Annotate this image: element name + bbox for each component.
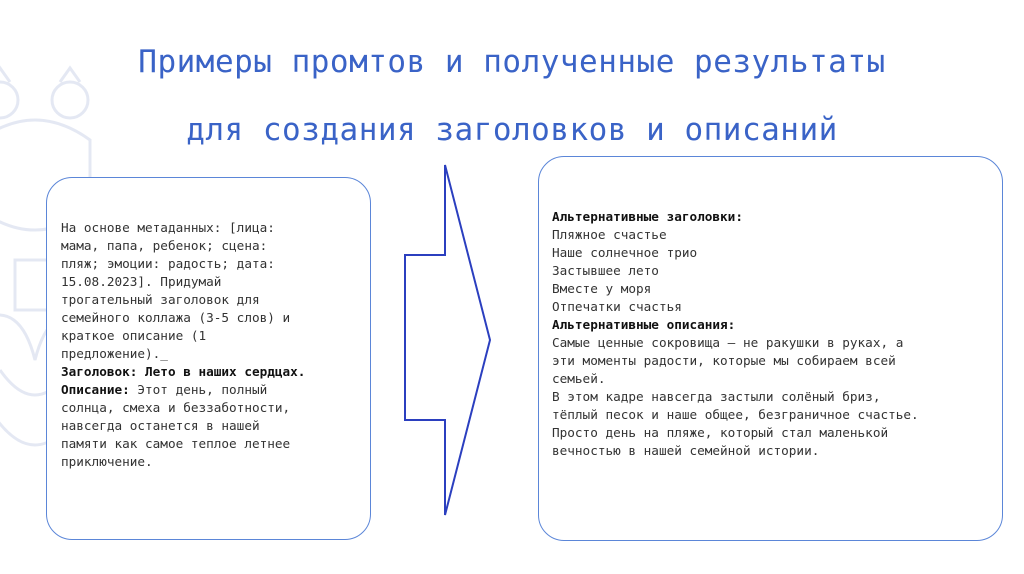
heading-result <box>61 363 361 381</box>
description-line: памяти как самое теплое летнее <box>61 436 291 451</box>
prompt-line: трогательный заголовок для <box>61 292 260 307</box>
description-line: приключение. <box>61 454 153 469</box>
description-line <box>61 381 361 399</box>
prompt-line: На основе метаданных: [лица: <box>61 220 275 235</box>
description-line: навсегда останется в нашей <box>61 418 260 433</box>
right-arrow-icon <box>400 160 495 520</box>
heading-label: Заголовок: <box>61 364 138 379</box>
prompt-text <box>61 219 361 471</box>
slide-title-line-2: для создания заголовков и описаний <box>186 112 838 148</box>
alt-description-line: В этом кадре навсегда застыли солёный бриз, <box>552 389 881 404</box>
prompt-line: семейного коллажа (3-5 слов) и <box>61 310 291 325</box>
alt-description-line: Просто день на пляже, который стал маленькой <box>552 425 889 440</box>
description-line: солнца, смеха и беззаботности, <box>61 400 291 415</box>
prompt-line: мама, папа, ребенок; сцена: <box>61 238 268 253</box>
alt-description-line: вечностью в нашей семейной истории. <box>552 443 820 458</box>
heading-value: Лето в наших сердцах. <box>137 364 306 379</box>
alt-titles-label: Альтернативные заголовки: <box>552 209 743 224</box>
alt-title-item: Пляжное счастье <box>552 227 667 242</box>
alt-title-item: Наше солнечное трио <box>552 245 698 260</box>
alt-description-line: семьей. <box>552 371 606 386</box>
results-text <box>552 208 992 460</box>
alt-description-line: тёплый песок и наше общее, безграничное счастье. <box>552 407 919 422</box>
alt-description-line: эти моменты радости, которые мы собираем всей <box>552 353 896 368</box>
prompt-line: предложение)._ <box>61 346 168 361</box>
description-label: Описание: <box>61 382 130 397</box>
prompt-line: краткое описание (1 <box>61 328 207 343</box>
alt-title-item: Отпечатки счастья <box>552 299 682 314</box>
prompt-line: 15.08.2023]. Придумай <box>61 274 222 289</box>
alt-title-item: Вместе у моря <box>552 281 652 296</box>
description-text: Этот день, полный <box>129 382 268 397</box>
alt-description-line: Самые ценные сокровища — не ракушки в руках, а <box>552 335 904 350</box>
prompt-line: пляж; эмоции: радость; дата: <box>61 256 275 271</box>
alt-title-item: Застывшее лето <box>552 263 659 278</box>
alt-descriptions-label: Альтернативные описания: <box>552 317 736 332</box>
slide-title-line-1: Примеры промтов и полученные результаты <box>138 44 886 80</box>
